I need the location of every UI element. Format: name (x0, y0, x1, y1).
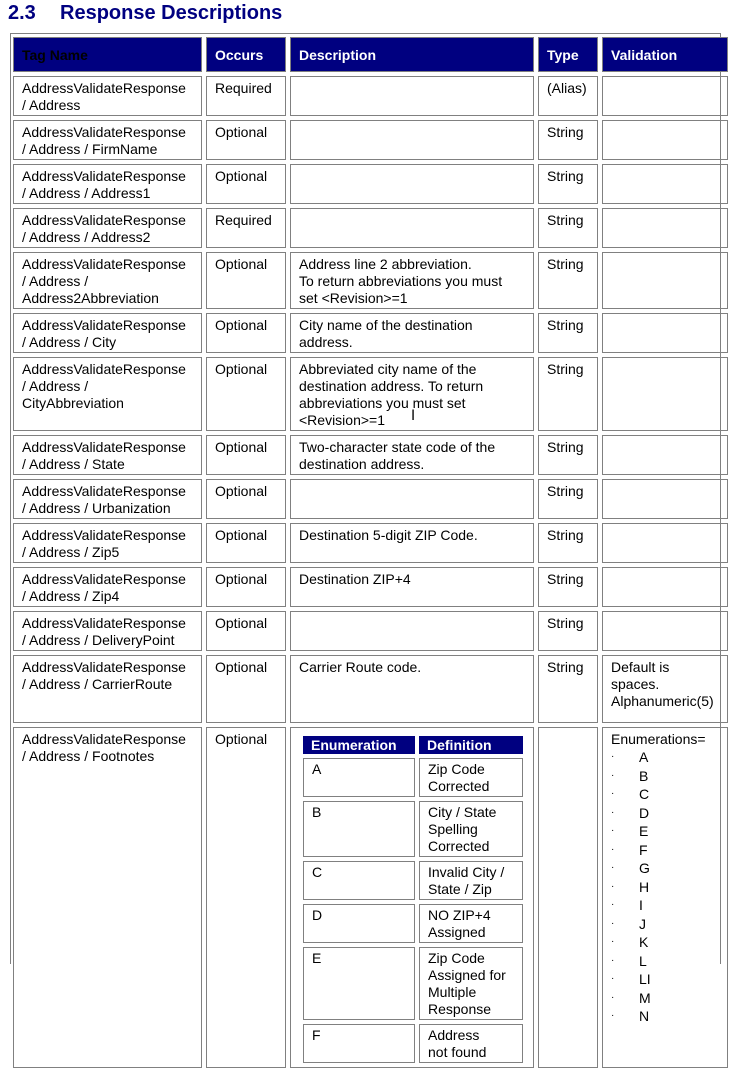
enumeration-definition-line: Multiple (428, 984, 477, 1000)
table-row (13, 120, 728, 160)
description-cell-line: To return abbreviations you must (299, 273, 503, 289)
table-row (13, 313, 728, 353)
tag-name-cell-line: / Address / State (22, 456, 125, 472)
occurs-cell: Optional (206, 611, 286, 651)
enumeration-definition-line: Address (428, 1027, 480, 1043)
type-cell: String (538, 655, 598, 723)
bullet-icon: · (611, 991, 615, 1003)
description-cell (290, 313, 534, 353)
description-cell (290, 208, 534, 248)
enumeration-row (303, 801, 523, 857)
validation-cell-line: Alphanumeric(5) (611, 693, 714, 709)
column-header-type: Type (538, 37, 598, 72)
enumeration-definition-line: Spelling (428, 821, 478, 837)
validation-list-item (611, 767, 721, 786)
enumeration-header-row (303, 736, 523, 754)
description-cell (290, 252, 534, 309)
tag-name-cell-line: AddressValidateResponse (22, 527, 186, 543)
tag-name-cell-line: / Address / Urbanization (22, 500, 171, 516)
validation-cell (602, 479, 728, 519)
validation-list-item (611, 748, 721, 767)
section-title: Response Descriptions (60, 2, 283, 24)
enumeration-row (303, 758, 523, 797)
validation-cell (602, 313, 728, 353)
enumeration-definition-line: Assigned (428, 924, 486, 940)
bullet-icon: · (611, 973, 615, 984)
enumeration-table (299, 732, 527, 1067)
type-cell: String (538, 252, 598, 309)
validation-list-item (611, 859, 721, 878)
description-cell-line: Destination 5-digit ZIP Code. (299, 527, 478, 543)
description-cell (290, 611, 534, 651)
type-cell: String (538, 313, 598, 353)
validation-cell (602, 120, 728, 160)
enumeration-definition-line: Corrected (428, 838, 490, 854)
validation-cell (602, 727, 728, 1068)
description-cell (290, 164, 534, 204)
enumeration-definition-line: Invalid City / (428, 864, 505, 880)
bullet-icon: · (611, 769, 615, 781)
validation-cell (602, 435, 728, 475)
type-cell: (Alias) (538, 76, 598, 116)
validation-list-item (611, 970, 721, 989)
type-cell: String (538, 479, 598, 519)
validation-cell-line: Default is (611, 659, 670, 675)
description-cell-line: address. (299, 334, 353, 350)
response-table (9, 33, 732, 1072)
description-cell (290, 567, 534, 607)
validation-cell-line: spaces. (611, 676, 660, 692)
type-cell: String (538, 523, 598, 563)
validation-list-item (611, 822, 721, 841)
tag-name-cell (13, 164, 202, 204)
tag-name-cell-line: AddressValidateResponse (22, 317, 186, 333)
tag-name-cell (13, 120, 202, 160)
tag-name-cell-line: / Address / Address2 (22, 229, 151, 245)
validation-list-item (611, 878, 721, 897)
description-cell-line: destination address. To return (299, 378, 484, 394)
validation-value: H (639, 878, 650, 895)
enumeration-definition (419, 1024, 523, 1063)
tag-name-cell-line: / Address / FirmName (22, 141, 158, 157)
section-number: 2.3 (8, 2, 36, 24)
validation-list-item (611, 933, 721, 952)
tag-name-cell-line: AddressValidateResponse (22, 615, 186, 631)
bullet-icon: · (611, 880, 615, 892)
table-body (13, 76, 728, 1068)
description-cell-line: set <Revision>=1 (299, 290, 408, 306)
validation-value: LI (639, 971, 651, 987)
table-row (13, 479, 728, 519)
tag-name-cell-line: CityAbbreviation (22, 395, 124, 411)
validation-value: D (639, 804, 650, 821)
tag-name-cell-line: / Address / Address1 (22, 185, 151, 201)
bullet-icon: · (611, 825, 615, 836)
table-row (13, 611, 728, 651)
description-cell-line: Carrier Route code. (299, 659, 422, 675)
tag-name-cell-line: AddressValidateResponse (22, 571, 186, 587)
validation-value: G (639, 860, 650, 876)
description-cell-line: Destination ZIP+4 (299, 571, 411, 587)
tag-name-cell-line: Address2Abbreviation (22, 290, 159, 306)
tag-name-cell-line: / Address / DeliveryPoint (22, 632, 175, 648)
enumeration-definition-line: State / Zip (428, 881, 492, 897)
bullet-icon: · (611, 843, 615, 855)
validation-cell (602, 76, 728, 116)
type-cell: String (538, 120, 598, 160)
tag-name-cell-line: AddressValidateResponse (22, 256, 186, 272)
section-heading (8, 0, 282, 26)
tag-name-cell-line: / Address / Zip4 (22, 588, 120, 604)
tag-name-cell (13, 313, 202, 353)
description-cell (290, 727, 534, 1068)
validation-list-item (611, 785, 721, 804)
bullet-icon: · (611, 1010, 615, 1021)
description-cell (290, 523, 534, 563)
tag-name-cell-line: / Address / City (22, 334, 117, 350)
occurs-cell: Optional (206, 252, 286, 309)
occurs-cell: Required (206, 208, 286, 248)
enumeration-row (303, 947, 523, 1020)
tag-name-cell-line: AddressValidateResponse (22, 659, 186, 675)
description-cell-line: Two-character state code of the (299, 439, 496, 455)
table-row (13, 523, 728, 563)
enumeration-code: A (303, 758, 415, 797)
tag-name-cell-line: / Address / (22, 273, 89, 289)
validation-value: M (639, 989, 651, 1006)
tag-name-cell-line: AddressValidateResponse (22, 80, 186, 96)
enumeration-definition-line: Assigned for (428, 967, 506, 983)
validation-value: L (639, 952, 647, 969)
validation-value: F (639, 841, 648, 858)
bullet-icon: · (611, 788, 615, 799)
validation-cell (602, 252, 728, 309)
validation-list-item (611, 896, 721, 915)
type-cell: String (538, 611, 598, 651)
type-cell: String (538, 208, 598, 248)
enumeration-definition (419, 801, 523, 857)
tag-name-cell (13, 523, 202, 563)
validation-cell (602, 523, 728, 563)
bullet-icon: · (611, 917, 615, 929)
bullet-icon: · (611, 936, 615, 947)
validation-cell (602, 164, 728, 204)
response-table-frame (10, 33, 721, 1060)
tag-name-cell (13, 479, 202, 519)
validation-cell (602, 357, 728, 431)
column-header-validation: Validation (602, 37, 728, 72)
description-cell (290, 479, 534, 519)
enumeration-definition-line: Zip Code (428, 761, 485, 777)
validation-value: J (639, 915, 646, 932)
description-cell-line: City name of the destination (299, 317, 473, 333)
validation-list-item (611, 1007, 721, 1026)
tag-name-cell-line: / Address (22, 97, 81, 113)
validation-cell (602, 567, 728, 607)
validation-value: A (639, 749, 649, 765)
tag-name-cell-line: / Address / Footnotes (22, 748, 155, 764)
table-row (13, 164, 728, 204)
table-row (13, 76, 728, 116)
tag-name-cell (13, 208, 202, 248)
table-row (13, 435, 728, 475)
bullet-icon: · (611, 954, 615, 966)
occurs-cell: Optional (206, 567, 286, 607)
tag-name-cell (13, 611, 202, 651)
table-row (13, 357, 728, 431)
type-cell (538, 727, 598, 1068)
tag-name-cell-line: / Address / (22, 378, 89, 394)
tag-name-cell (13, 357, 202, 431)
validation-list-item (611, 915, 721, 934)
enumeration-code: B (303, 801, 415, 857)
tag-name-cell (13, 435, 202, 475)
occurs-cell: Optional (206, 313, 286, 353)
validation-cell (602, 655, 728, 723)
enumeration-definition-line: City / State (428, 804, 497, 820)
description-cell (290, 655, 534, 723)
enumeration-code: E (303, 947, 415, 1020)
validation-list-item (611, 952, 721, 971)
header-row (13, 37, 728, 72)
type-cell: String (538, 567, 598, 607)
occurs-cell: Optional (206, 479, 286, 519)
enumeration-definition (419, 904, 523, 943)
occurs-cell: Optional (206, 435, 286, 475)
enumeration-row (303, 1024, 523, 1063)
column-header-occurs: Occurs (206, 37, 286, 72)
enumeration-definition-line: Zip Code (428, 950, 485, 966)
validation-value: I (639, 897, 643, 913)
enumeration-row (303, 904, 523, 943)
validation-list-item (611, 804, 721, 823)
description-cell-line: <Revision>=1 (299, 412, 386, 428)
text-cursor-icon: I (411, 408, 416, 424)
type-cell: String (538, 435, 598, 475)
validation-value: C (639, 786, 650, 802)
enumeration-definition-line: not found (428, 1044, 487, 1060)
validation-cell (602, 208, 728, 248)
enumeration-definition-line: NO ZIP+4 (428, 907, 491, 923)
description-cell (290, 435, 534, 475)
type-cell: String (538, 357, 598, 431)
table-row (13, 208, 728, 248)
enumeration-definition-line: Response (428, 1001, 492, 1017)
occurs-cell: Required (206, 76, 286, 116)
tag-name-cell-line: AddressValidateResponse (22, 439, 186, 455)
table-row (13, 655, 728, 723)
occurs-cell: Optional (206, 655, 286, 723)
tag-name-cell (13, 655, 202, 723)
definition-header: Definition (419, 736, 523, 754)
occurs-cell: Optional (206, 727, 286, 1068)
validation-list-item (611, 989, 721, 1008)
enumeration-definition (419, 947, 523, 1020)
tag-name-cell (13, 76, 202, 116)
validation-cell (602, 611, 728, 651)
enumeration-code: D (303, 904, 415, 943)
enumeration-header: Enumeration (303, 736, 415, 754)
column-header-tag-name: Tag Name (13, 37, 202, 72)
bullet-icon: · (611, 899, 615, 910)
tag-name-cell (13, 727, 202, 1068)
validation-value: E (639, 823, 649, 839)
tag-name-cell-line: AddressValidateResponse (22, 212, 186, 228)
tag-name-cell-line: / Address / Zip5 (22, 544, 120, 560)
tag-name-cell-line: AddressValidateResponse (22, 361, 186, 377)
validation-value: N (639, 1008, 650, 1024)
description-cell-line: Abbreviated city name of the (299, 361, 477, 377)
tag-name-cell-line: AddressValidateResponse (22, 168, 186, 184)
description-cell (290, 120, 534, 160)
occurs-cell: Optional (206, 357, 286, 431)
tag-name-cell-line: AddressValidateResponse (22, 731, 186, 747)
tag-name-cell (13, 252, 202, 309)
occurs-cell: Optional (206, 523, 286, 563)
description-cell-line: abbreviations you must set (299, 395, 466, 411)
type-cell: String (538, 164, 598, 204)
bullet-icon: · (611, 862, 615, 873)
column-header-description: Description (290, 37, 534, 72)
description-cell-line: Address line 2 abbreviation. (299, 256, 472, 272)
validation-list-item (611, 841, 721, 860)
occurs-cell: Optional (206, 164, 286, 204)
description-cell (290, 76, 534, 116)
enumeration-row (303, 861, 523, 900)
table-row-footnotes (13, 727, 728, 1068)
description-cell-line: destination address. (299, 456, 425, 472)
enumeration-code: C (303, 861, 415, 900)
enumeration-definition (419, 861, 523, 900)
occurs-cell: Optional (206, 120, 286, 160)
tag-name-cell-line: AddressValidateResponse (22, 124, 186, 140)
enumeration-definition-line: Corrected (428, 778, 490, 794)
bullet-icon: · (611, 806, 615, 818)
tag-name-cell-line: AddressValidateResponse (22, 483, 186, 499)
validation-value: B (639, 767, 649, 784)
bullet-icon: · (611, 751, 615, 762)
validation-value: K (639, 934, 649, 950)
enumeration-definition (419, 758, 523, 797)
validation-label: Enumerations= (611, 731, 706, 747)
tag-name-cell-line: / Address / CarrierRoute (22, 676, 173, 692)
tag-name-cell (13, 567, 202, 607)
table-row (13, 567, 728, 607)
table-row (13, 252, 728, 309)
enumeration-code: F (303, 1024, 415, 1063)
